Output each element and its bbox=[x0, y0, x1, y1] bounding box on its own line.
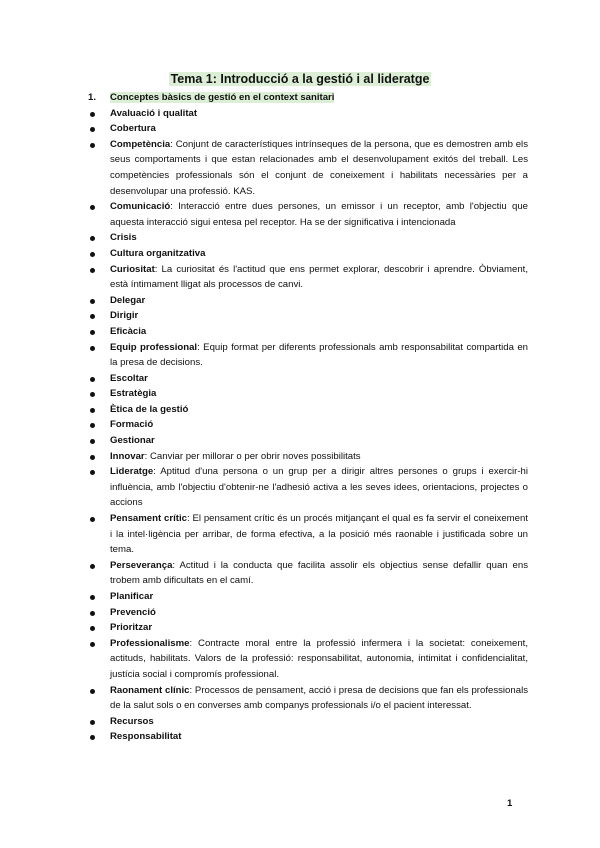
bullet-icon bbox=[90, 330, 95, 335]
definition: : Contracte moral entre la professió infermera i la societat: coneixement, actituds, habilitats. Valors de la professió: responsabilitat, autonomia, intimitat i confidencialitat, justícia social i compromís professional. bbox=[110, 637, 528, 680]
bullet-icon bbox=[90, 455, 95, 460]
term: Cultura organitzativa bbox=[110, 247, 206, 259]
term: Crisis bbox=[110, 232, 137, 244]
term: Dirigir bbox=[110, 310, 139, 322]
term: Lideratge bbox=[110, 466, 154, 478]
list-item bbox=[88, 605, 528, 621]
term: Avaluació i qualitat bbox=[110, 107, 198, 119]
term: Prevenció bbox=[110, 606, 156, 618]
bullet-icon bbox=[90, 439, 95, 444]
bullet-icon bbox=[90, 735, 95, 740]
list-item bbox=[88, 449, 528, 465]
list-item bbox=[88, 589, 528, 605]
list-item bbox=[88, 262, 528, 293]
list-item bbox=[88, 293, 528, 309]
list-item bbox=[88, 636, 528, 683]
term: Raonament clínic bbox=[110, 684, 190, 696]
page-title bbox=[0, 71, 600, 87]
definition: : La curiositat és l'actitud que ens permet explorar, descobrir i aprendre. Òbviament, està íntimament lligat als processos de canvi. bbox=[110, 263, 528, 291]
list-item bbox=[88, 683, 528, 714]
term: Responsabilitat bbox=[110, 731, 182, 743]
bullet-icon bbox=[90, 626, 95, 631]
bullet-icon bbox=[90, 143, 95, 148]
bullet-icon bbox=[90, 127, 95, 132]
term: Recursos bbox=[110, 715, 154, 727]
term: Comunicació bbox=[110, 201, 171, 213]
title-text: Tema 1: Introducció a la gestió i al lideratge bbox=[170, 72, 430, 86]
term: Delegar bbox=[110, 294, 146, 306]
list-item bbox=[88, 511, 528, 558]
list-item bbox=[88, 340, 528, 371]
bullet-icon bbox=[90, 408, 95, 413]
definition: : Processos de pensament, acció i presa de decisions que fan els professionals de la salut sols o en converses amb companys professionals i/o el pacient interessat. bbox=[110, 684, 528, 712]
term: Pensament crític bbox=[110, 513, 187, 525]
list-item bbox=[88, 324, 528, 340]
bullet-icon bbox=[90, 236, 95, 241]
list-item bbox=[88, 620, 528, 636]
definition: : Canviar per millorar o per obrir noves possibilitats bbox=[144, 450, 361, 462]
definition: : Actitud i la conducta que facilita assolir els objectius sense defallir quan ens trobem amb dificultats en el camí. bbox=[110, 559, 528, 587]
list-item bbox=[88, 137, 528, 199]
bullet-icon bbox=[90, 205, 95, 210]
list-item bbox=[88, 714, 528, 730]
bullet-icon bbox=[90, 377, 95, 382]
list-item bbox=[88, 106, 528, 122]
bullet-icon bbox=[90, 517, 95, 522]
bullet-icon bbox=[90, 720, 95, 725]
list-item bbox=[88, 464, 528, 511]
section-heading bbox=[88, 90, 528, 106]
document-body bbox=[88, 90, 528, 745]
bullet-icon bbox=[90, 314, 95, 319]
definition: : El pensament crític és un procés mitjançant el qual es fa servir el coneixement i la intel·ligència per arribar, de forma efectiva, a la posició més raonable i justificada sobre un tema. bbox=[110, 513, 528, 556]
term: Professionalisme bbox=[110, 637, 190, 649]
definition: : Interacció entre dues persones, un emissor i un receptor, amb l'objectiu que aquesta interacció sigui entesa pel receptor. Ha se der significativa i intencionada bbox=[110, 201, 528, 228]
bullet-icon bbox=[90, 112, 95, 117]
term: Innovar bbox=[110, 450, 145, 462]
term: Prioritzar bbox=[110, 622, 153, 634]
bullet-icon bbox=[90, 268, 95, 273]
definition: : Conjunt de característiques intrínseques de la persona, que es demostren amb els seus comportaments i que estan relacionades amb el desenvolupament exitós del treball. Les competències professionals són el conjunt de coneixement i habilitats necessàries per a desenvolupar una professió. KAS. bbox=[110, 138, 528, 197]
list-item bbox=[88, 729, 528, 745]
section-number: 1. bbox=[88, 92, 97, 103]
list-item bbox=[88, 558, 528, 589]
term: Estratègia bbox=[110, 388, 157, 400]
bullet-icon bbox=[90, 299, 95, 304]
term: Eficàcia bbox=[110, 325, 147, 337]
term: Ètica de la gestió bbox=[110, 403, 189, 415]
bullet-icon bbox=[90, 346, 95, 351]
definition: : Equip format per diferents professionals amb responsabilitat compartida en la presa de decisions. bbox=[110, 341, 528, 369]
bullet-icon bbox=[90, 611, 95, 616]
term: Cobertura bbox=[110, 123, 156, 135]
term: Escoltar bbox=[110, 372, 148, 384]
term: Curiositat bbox=[110, 263, 155, 275]
bullet-icon bbox=[90, 423, 95, 428]
bullet-icon bbox=[90, 470, 95, 475]
list-item bbox=[88, 386, 528, 402]
definition: : Aptitud d'una persona o un grup per a dirigir altres persones o grups i exercir-hi influència, amb l'objectiu d'obtenir-ne l'adhesió activa a les seves idees, orientacions, projectes o accions bbox=[110, 466, 528, 509]
list-item bbox=[88, 417, 528, 433]
bullet-icon bbox=[90, 392, 95, 397]
term: Planificar bbox=[110, 591, 154, 602]
list-item bbox=[88, 230, 528, 246]
list-item bbox=[88, 121, 528, 137]
term: Gestionar bbox=[110, 435, 155, 447]
list-item bbox=[88, 308, 528, 324]
bullet-icon bbox=[90, 595, 95, 600]
list-item bbox=[88, 433, 528, 449]
bullet-icon bbox=[90, 564, 95, 569]
term: Equip professional bbox=[110, 341, 198, 353]
section-label: Conceptes bàsics de gestió en el context sanitari bbox=[110, 92, 335, 103]
term-list bbox=[88, 106, 528, 745]
bullet-icon bbox=[90, 252, 95, 257]
list-item bbox=[88, 371, 528, 387]
term: Formació bbox=[110, 419, 154, 431]
term: Perseverança bbox=[110, 559, 173, 571]
page-number: 1 bbox=[507, 798, 513, 809]
list-item bbox=[88, 199, 528, 230]
term: Competència bbox=[110, 138, 171, 150]
bullet-icon bbox=[90, 689, 95, 694]
list-item bbox=[88, 402, 528, 418]
list-item bbox=[88, 246, 528, 262]
bullet-icon bbox=[90, 642, 95, 647]
